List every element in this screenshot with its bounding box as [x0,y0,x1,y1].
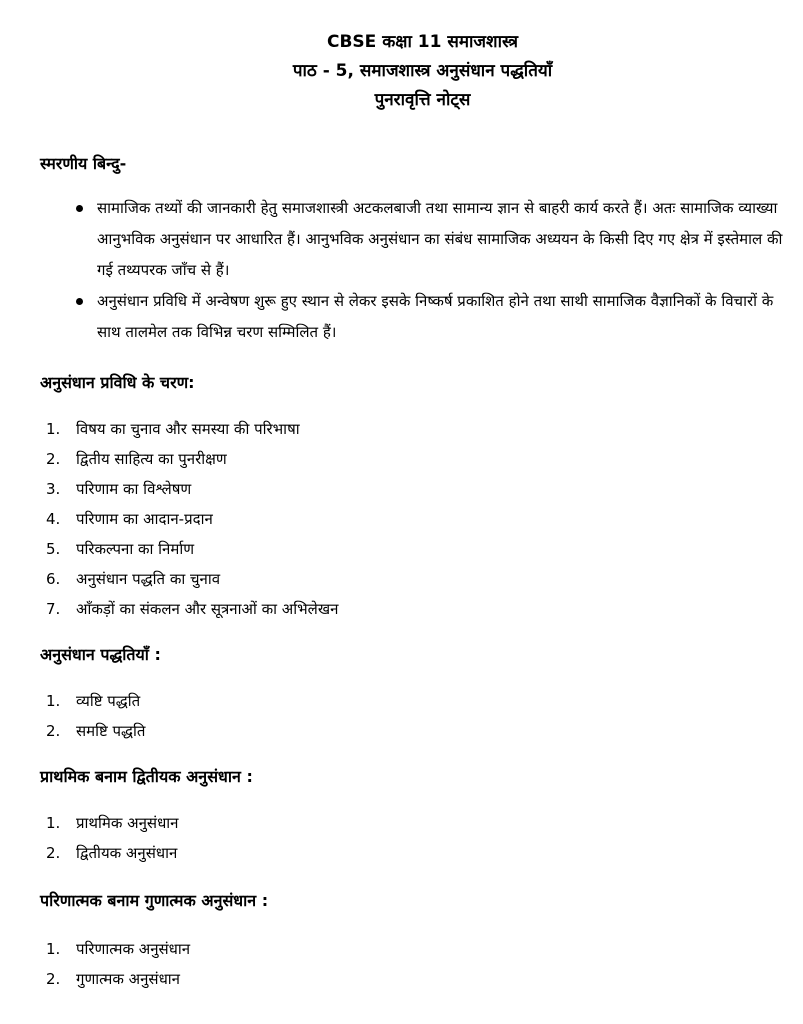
item-number: 5. [46,540,61,558]
remember-point-text: सामाजिक तथ्यों की जानकारी हेतु समाजशास्त्री अटकलबाजी तथा सामान्य ज्ञान से बाहरी कार्य करते हैं। अतः सामाजिक व्याख्या आनुभविक अनुसंधान पर आधारित हैं। आनुभविक अनुसंधान का संबंध सामाजिक अध्ययन के किसी दिए गए क्षेत्र में इस्तेमाल की गई तथ्यपरक जाँच से हैं। [97,199,783,279]
document-title [40,28,785,115]
research-methods-list [40,686,785,746]
item-text: व्यष्टि पद्धति [76,692,141,710]
heading-quantitative-vs-qualitative: परिणात्मक बनाम गुणात्मक अनुसंधान : [40,891,269,910]
item-number: 2. [46,450,61,468]
item-number: 1. [46,692,61,710]
item-number: 1. [46,814,61,832]
list-item [40,193,785,286]
item-number: 1. [46,940,61,958]
item-text: परिणात्मक अनुसंधान [76,940,191,958]
item-text: परिणाम का आदान-प्रदान [76,510,213,528]
list-item [40,504,785,534]
heading-research-methods: अनुसंधान पद्धतियाँ : [40,645,161,664]
bullet-icon [76,298,83,305]
primary-secondary-list [40,808,785,868]
list-item [40,444,785,474]
item-number: 3. [46,480,61,498]
research-steps-list [40,414,785,624]
list-item [40,594,785,624]
item-text: परिकल्पना का निर्माण [76,540,195,558]
item-text: गुणात्मक अनुसंधान [76,970,181,988]
title-chapter: पाठ - 5, समाजशास्त्र अनुसंधान पद्धतियाँ [292,61,553,81]
remember-point-text: अनुसंधान प्रविधि में अन्वेषण शुरू हुए स्थान से लेकर इसके निष्कर्ष प्रकाशित होने तथा साथी सामाजिक वैज्ञानिकों के विचारों के साथ तालमेल तक विभिन्न चरण सम्मिलित हैं। [97,292,774,341]
item-text: द्वितीय साहित्य का पुनरीक्षण [76,450,227,468]
item-text: आँकड़ों का संकलन और सूत्रनाओं का अभिलेखन [76,600,339,618]
list-item [40,414,785,444]
title-class-subject: CBSE कक्षा 11 समाजशास्त्र [327,32,518,52]
list-item [40,716,785,746]
item-number: 2. [46,970,61,988]
heading-remember-points: स्मरणीय बिन्दु- [40,154,127,173]
item-text: विषय का चुनाव और समस्या की परिभाषा [76,420,300,438]
title-revision-notes: पुनरावृत्ति नोट्स [374,90,471,110]
quantitative-qualitative-list [40,934,785,994]
item-text: समष्टि पद्धति [76,722,146,740]
heading-research-steps: अनुसंधान प्रविधि के चरण: [40,373,195,392]
list-item [40,564,785,594]
item-number: 2. [46,844,61,862]
heading-primary-vs-secondary: प्राथमिक बनाम द्वितीयक अनुसंधान : [40,767,253,786]
list-item [40,534,785,564]
list-item [40,964,785,994]
item-number: 7. [46,600,61,618]
item-number: 1. [46,420,61,438]
item-text: परिणाम का विश्लेषण [76,480,192,498]
bullet-icon [76,205,83,212]
list-item [40,286,785,348]
remember-points-list [40,193,785,348]
item-text: प्राथमिक अनुसंधान [76,814,179,832]
item-text: अनुसंधान पद्धति का चुनाव [76,570,221,588]
list-item [40,808,785,838]
list-item [40,686,785,716]
list-item [40,838,785,868]
list-item [40,474,785,504]
item-number: 6. [46,570,61,588]
item-number: 2. [46,722,61,740]
list-item [40,934,785,964]
item-text: द्वितीयक अनुसंधान [76,844,178,862]
item-number: 4. [46,510,61,528]
